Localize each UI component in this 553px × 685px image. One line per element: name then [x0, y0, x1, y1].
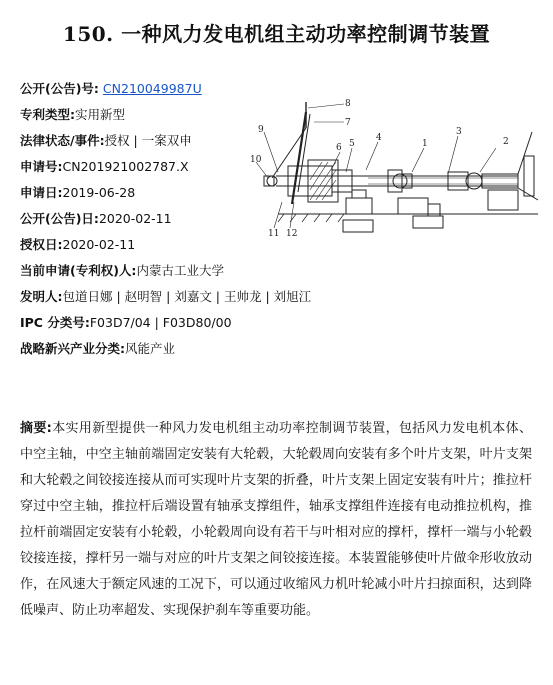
app-no-value: CN201921002787.X [62, 159, 189, 174]
pub-no-label: 公开(公告)号: [20, 81, 99, 96]
grant-date-label: 授权日: [20, 237, 63, 252]
industry-row [20, 339, 250, 365]
pub-no-link[interactable]: CN210049987U [102, 81, 202, 96]
pub-date-row [20, 209, 250, 235]
page-title: 150. 一种风力发电机组主动功率控制调节装置 [62, 22, 491, 46]
ipc-label: IPC 分类号: [20, 315, 90, 330]
figure-label-8: 8 [345, 99, 351, 109]
applicant-value: 内蒙古工业大学 [136, 263, 224, 278]
applicant-row [20, 261, 250, 287]
legal-status-label: 法律状态/事件: [20, 133, 105, 148]
abstract-text: 本实用新型提供一种风力发电机组主动功率控制调节装置，包括风力发电机本体、中空主轴，中空主轴前端固定安装有大轮毂，大轮毂周向安装有多个叶片支架，叶片支架和大轮毂之间铰接连接从而可实现叶片支架的折叠，叶片支架上固定安装有叶片；推拉杆穿过中空主轴，推拉杆后端设置有轴承支撑组件，轴承支撑组件连接有电动推拉机构，推拉杆前端固定安装有小轮毂，小轮毂周向设有若干与叶相对应的撑杆，撑杆一端与小轮毂铰接连接，撑杆另一端与对应的叶片支架之间铰接连接。本装置能够使叶片做伞形收放动作，在风速大于额定风速的工况下，可以通过收缩风力机叶轮减小叶片扫掠面积，达到降低噪声、防止功率超发、实现保护刹车等重要功能。 [20, 421, 532, 618]
patent-type-value: 实用新型 [75, 107, 126, 122]
ipc-row [20, 313, 250, 339]
legal-status-row [20, 131, 250, 157]
inventors-row [20, 287, 312, 313]
figure-label-2: 2 [503, 137, 509, 147]
figure-label-3: 3 [456, 127, 462, 137]
ipc-value: F03D7/04 | F03D80/00 [89, 315, 232, 330]
figure-label-6: 6 [336, 143, 342, 153]
app-date-label: 申请日: [20, 185, 63, 200]
grant-date-value: 2020-02-11 [62, 237, 136, 252]
app-date-row [20, 183, 250, 209]
app-no-label: 申请号: [20, 159, 63, 174]
inventors-value: 包道日娜 | 赵明智 | 刘嘉文 | 王帅龙 | 刘旭江 [62, 289, 312, 304]
pub-date-label: 公开(公告)日: [20, 211, 99, 226]
applicant-label: 当前申请(专利权)人: [20, 263, 137, 278]
inventors-label: 发明人: [20, 289, 63, 304]
patent-type-label: 专利类型: [20, 107, 75, 122]
industry-value: 风能产业 [125, 341, 176, 356]
grant-date-row [20, 235, 250, 261]
patent-type-row [20, 105, 250, 131]
figure-label-1: 1 [422, 139, 428, 149]
figure-label-9: 9 [258, 125, 264, 135]
abstract-label: 摘要: [20, 421, 52, 436]
figure-label-11: 11 [268, 229, 280, 239]
abstract-section [20, 416, 532, 624]
industry-label: 战略新兴产业分类: [20, 341, 125, 356]
patent-drawing [248, 92, 544, 240]
pub-date-value: 2020-02-11 [98, 211, 172, 226]
figure-label-12: 12 [286, 229, 298, 239]
app-no-row [20, 157, 250, 183]
figure-label-5: 5 [349, 139, 355, 149]
legal-status-value: 授权 | 一案双申 [104, 133, 192, 148]
app-date-value: 2019-06-28 [62, 185, 136, 200]
figure-label-7: 7 [345, 118, 351, 128]
figure-label-10: 10 [250, 155, 262, 165]
figure-label-4: 4 [376, 133, 382, 143]
pub-no-row [20, 79, 250, 105]
